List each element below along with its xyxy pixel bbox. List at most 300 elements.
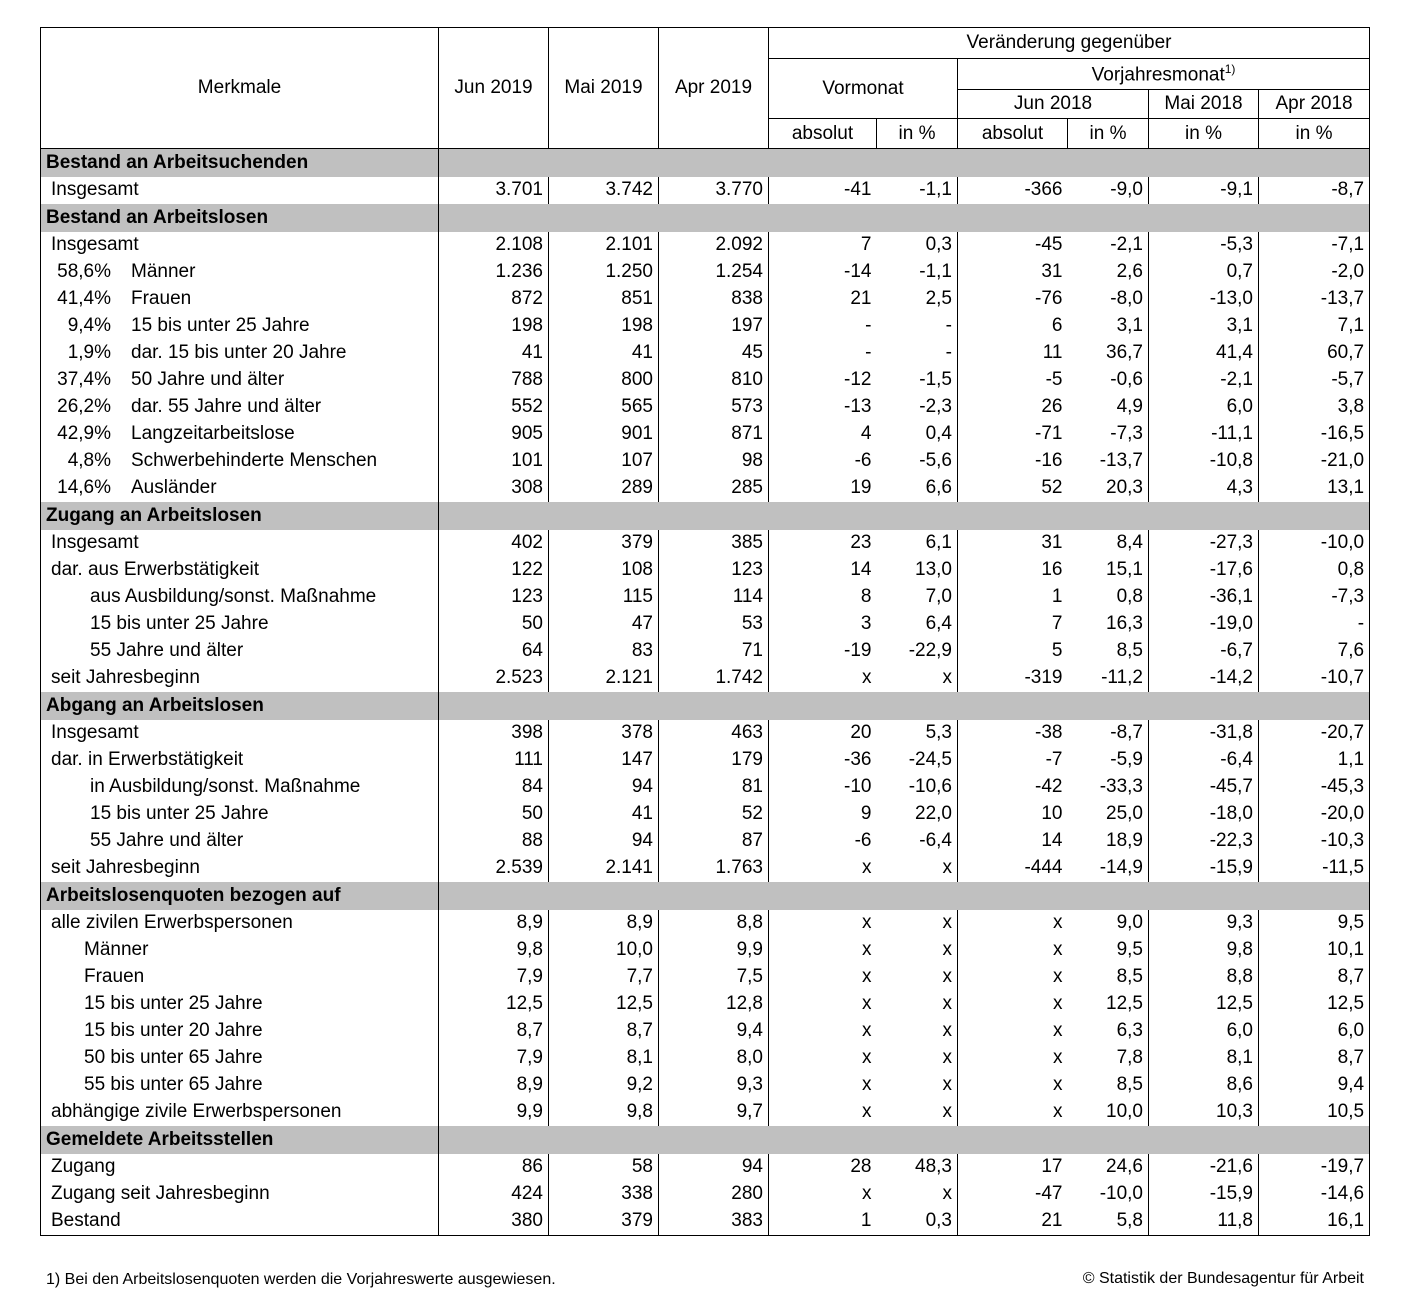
cell-value: 8,0 [659,1045,769,1072]
cell-value: 8,7 [439,1018,549,1045]
cell-value: 22,0 [877,801,958,828]
table-row [41,232,1370,259]
cell-value: 8,7 [1259,964,1370,991]
cell-value: 17 [1041,1156,1063,1177]
section-header-row [41,1126,1370,1154]
cell-value: -0,6 [1068,367,1149,394]
cell-value: 851 [549,286,659,313]
cell-value: - [877,313,958,340]
section-fill [439,882,1370,910]
row-label: aus Ausbildung/sonst. Maßnahme [41,584,439,611]
table-row [41,937,1370,964]
section-header-row [41,692,1370,720]
cell-value: 0,3 [877,1208,958,1236]
header-jun-2019: Jun 2019 [439,28,549,149]
cell-value: -15,9 [1149,1181,1259,1208]
cell-value: 123 [659,557,769,584]
cell-value: 8,7 [549,1018,659,1045]
header-absolut-vorjahr: absolut [958,119,1068,149]
row-label: 55 Jahre und älter [41,638,439,665]
cell-value: 2.539 [439,855,549,882]
share-percent: 37,4% [57,369,111,390]
section-header-row [41,204,1370,232]
cell-value: x [1053,966,1063,987]
table-row [41,747,1370,774]
cell-value: 280 [659,1181,769,1208]
cell-value: 6,4 [877,611,958,638]
cell-value: 41 [549,801,659,828]
footnote-marker: 1) [1224,61,1236,76]
cell-value: 7,6 [1259,638,1370,665]
table-row [41,774,1370,801]
cell-value: 7 [860,234,872,255]
cell-value: x [877,937,958,964]
cell-value: 5,3 [877,720,958,747]
table-row [41,1208,1370,1236]
table-row [41,530,1370,557]
cell-value: 12,5 [1259,991,1370,1018]
cell-value: -21,0 [1259,448,1370,475]
section-header-row [41,502,1370,530]
cell-value: 9,4 [1259,1072,1370,1099]
cell-value: 8 [860,586,872,607]
cell-value: 565 [549,394,659,421]
cell-value: 552 [439,394,549,421]
row-label [41,340,439,367]
cell-value: 11 [1042,342,1063,363]
cell-value: -10,3 [1259,828,1370,855]
cell-value: 378 [549,720,659,747]
cell-value: 7,8 [1068,1045,1149,1072]
footnote: 1) Bei den Arbeitslosenquoten werden die Vorjahreswerte ausgewiesen. [46,1271,556,1288]
cell-value: 3.701 [439,177,549,204]
cell-value: -6 [854,830,872,851]
cell-value: x [1053,1020,1063,1041]
cell-value: 4 [860,423,872,444]
cell-value: 21 [850,288,872,309]
table-row [41,367,1370,394]
cell-value: -8,0 [1068,286,1149,313]
cell-value: x [877,1072,958,1099]
cell-value: -14,2 [1149,665,1259,692]
row-label: 15 bis unter 25 Jahre [41,801,439,828]
cell-value: 86 [439,1154,549,1181]
cell-value: 8,4 [1068,530,1149,557]
cell-value: 0,4 [877,421,958,448]
cell-value: 13,0 [877,557,958,584]
cell-value: 14 [1041,830,1063,851]
cell-value: 402 [439,530,549,557]
cell-value: 81 [659,774,769,801]
cell-value: 8,7 [1259,1045,1370,1072]
table-row [41,421,1370,448]
cell-value: -47 [1035,1183,1063,1204]
cell-value: 5,8 [1068,1208,1149,1236]
cell-value: - [865,315,872,336]
table-row [41,1018,1370,1045]
cell-value: x [862,1047,872,1068]
cell-value: 8,6 [1149,1072,1259,1099]
share-percent: 41,4% [57,288,111,309]
cell-value: 1.250 [549,259,659,286]
cell-value: 8,1 [549,1045,659,1072]
share-percent: 1,9% [67,342,111,363]
cell-value: -22,3 [1149,828,1259,855]
cell-value: 94 [659,1154,769,1181]
cell-value: 52 [1041,477,1063,498]
share-percent: 26,2% [57,396,111,417]
cell-value: -10,7 [1259,665,1370,692]
cell-value: -10,8 [1149,448,1259,475]
cell-value: 94 [549,828,659,855]
cell-value: 285 [659,475,769,502]
cell-value: 28 [850,1156,872,1177]
cell-value: 197 [659,313,769,340]
cell-value: 871 [659,421,769,448]
cell-value: x [1053,939,1063,960]
cell-value: 8,1 [1149,1045,1259,1072]
cell-value: -5,3 [1149,232,1259,259]
cell-value: 1 [1051,586,1063,607]
row-label: Insgesamt [41,232,439,259]
cell-value: 10,0 [549,937,659,964]
header-apr-2019: Apr 2019 [659,28,769,149]
cell-value: x [1053,1074,1063,1095]
cell-value: 10,0 [1068,1099,1149,1126]
cell-value: 12,5 [1149,991,1259,1018]
share-percent: 4,8% [67,450,111,471]
table-row [41,394,1370,421]
cell-value: 23 [850,532,872,553]
cell-value: 1.763 [659,855,769,882]
cell-value: 48,3 [877,1154,958,1181]
cell-value: 5 [1051,640,1063,661]
cell-value: 872 [439,286,549,313]
cell-value: 4,9 [1068,394,1149,421]
cell-value: 19 [850,477,872,498]
section-fill [439,692,1370,720]
cell-value: 905 [439,421,549,448]
table-row [41,1099,1370,1126]
cell-value: - [1259,611,1370,638]
cell-value: 101 [439,448,549,475]
row-label-text: dar. 15 bis unter 20 Jahre [131,342,347,363]
cell-value: 380 [439,1208,549,1236]
cell-value: -6,4 [877,828,958,855]
table-row [41,557,1370,584]
cell-value: x [862,857,872,878]
cell-value: x [1053,912,1063,933]
share-percent: 14,6% [57,477,111,498]
section-header-row [41,149,1370,177]
row-label: dar. in Erwerbstätigkeit [41,747,439,774]
cell-value: 7,1 [1259,313,1370,340]
cell-value: -13 [844,396,872,417]
cell-value: 45 [659,340,769,367]
cell-value: 31 [1041,532,1063,553]
cell-value: 50 [439,611,549,638]
cell-value: -20,7 [1259,720,1370,747]
header-mai-2019: Mai 2019 [549,28,659,149]
row-label-text: dar. 55 Jahre und älter [131,396,322,417]
table-row [41,1181,1370,1208]
header-merkmale: Merkmale [41,28,439,149]
cell-value: x [877,1018,958,1045]
cell-value: 6,1 [877,530,958,557]
section-title: Arbeitslosenquoten bezogen auf [41,882,439,910]
cell-value: 8,8 [659,910,769,937]
cell-value: -7,3 [1068,421,1149,448]
cell-value: -13,0 [1149,286,1259,313]
cell-value: -2,0 [1259,259,1370,286]
cell-value: -36,1 [1149,584,1259,611]
cell-value: 810 [659,367,769,394]
cell-value: 2,6 [1068,259,1149,286]
cell-value: 7,9 [439,964,549,991]
cell-value: 9,9 [439,1099,549,1126]
row-label [41,448,439,475]
section-title: Zugang an Arbeitslosen [41,502,439,530]
cell-value: 88 [439,828,549,855]
cell-value: -27,3 [1149,530,1259,557]
table-body [41,149,1370,1236]
cell-value: 12,5 [549,991,659,1018]
row-label [41,286,439,313]
cell-value: -2,3 [877,394,958,421]
cell-value: -41 [844,179,872,200]
cell-value: 10,5 [1259,1099,1370,1126]
cell-value: 6,0 [1149,1018,1259,1045]
cell-value: 198 [549,313,659,340]
cell-value: x [877,910,958,937]
section-header-row [41,882,1370,910]
cell-value: -10,0 [1259,530,1370,557]
cell-value: 50 [439,801,549,828]
section-title: Bestand an Arbeitslosen [41,204,439,232]
cell-value: 788 [439,367,549,394]
cell-value: -8,7 [1068,720,1149,747]
cell-value: -5,7 [1259,367,1370,394]
cell-value: 3,1 [1149,313,1259,340]
statistics-table [40,27,1370,1236]
cell-value: -19,0 [1149,611,1259,638]
row-label-text: Langzeitarbeitslose [131,423,295,444]
cell-value: -8,7 [1259,177,1370,204]
row-label: Bestand [41,1208,439,1236]
cell-value: -6,7 [1149,638,1259,665]
cell-value: 383 [659,1208,769,1236]
cell-value: -15,9 [1149,855,1259,882]
cell-value: 16,3 [1068,611,1149,638]
table-row [41,828,1370,855]
cell-value: 3,8 [1259,394,1370,421]
cell-value: 6,6 [877,475,958,502]
header-pct-mai2018: in % [1149,119,1259,149]
cell-value: -10 [844,776,872,797]
cell-value: 47 [549,611,659,638]
row-label: seit Jahresbeginn [41,855,439,882]
cell-value: -24,5 [877,747,958,774]
header-pct-jun2018: in % [1068,119,1149,149]
cell-value: 18,9 [1068,828,1149,855]
cell-value: 338 [549,1181,659,1208]
row-label: 55 Jahre und älter [41,828,439,855]
table-row [41,665,1370,692]
cell-value: 8,9 [439,1072,549,1099]
cell-value: 60,7 [1259,340,1370,367]
cell-value: 424 [439,1181,549,1208]
cell-value: -6 [854,450,872,471]
cell-value: 9,2 [549,1072,659,1099]
cell-value: 10,3 [1149,1099,1259,1126]
cell-value: - [865,342,872,363]
cell-value: 9,8 [549,1099,659,1126]
cell-value: 289 [549,475,659,502]
cell-value: 9,3 [659,1072,769,1099]
cell-value: 10,1 [1259,937,1370,964]
cell-value: 87 [659,828,769,855]
cell-value: -9,0 [1068,177,1149,204]
cell-value: x [877,1181,958,1208]
cell-value: x [877,1099,958,1126]
cell-value: x [1053,993,1063,1014]
cell-value: 4,3 [1149,475,1259,502]
cell-value: -2,1 [1149,367,1259,394]
cell-value: 9,5 [1259,910,1370,937]
header-apr-2018: Apr 2018 [1259,90,1370,119]
cell-value: -13,7 [1068,448,1149,475]
cell-value: 1,1 [1259,747,1370,774]
cell-value: -20,0 [1259,801,1370,828]
cell-value: 20 [850,722,872,743]
cell-value: 800 [549,367,659,394]
cell-value: 21 [1041,1210,1063,1231]
cell-value: 198 [439,313,549,340]
cell-value: 1.254 [659,259,769,286]
row-label-text: Ausländer [131,477,217,498]
row-label [41,475,439,502]
cell-value: 0,8 [1259,557,1370,584]
cell-value: -33,3 [1068,774,1149,801]
cell-value: 2.092 [659,232,769,259]
cell-value: 901 [549,421,659,448]
cell-value: 2.523 [439,665,549,692]
cell-value: 16 [1041,559,1063,580]
cell-value: 24,6 [1068,1154,1149,1181]
header-pct-apr2018: in % [1259,119,1370,149]
share-percent: 9,4% [67,315,111,336]
cell-value: 9,0 [1068,910,1149,937]
table-row [41,720,1370,747]
cell-value: -12 [844,369,872,390]
cell-value: -76 [1035,288,1063,309]
row-label-text: 50 Jahre und älter [131,369,285,390]
cell-value: 6 [1051,315,1063,336]
cell-value: 71 [659,638,769,665]
cell-value: 1 [860,1210,872,1231]
cell-value: -42 [1035,776,1063,797]
table-row [41,801,1370,828]
section-fill [439,1126,1370,1154]
cell-value: 463 [659,720,769,747]
row-label-text: 15 bis unter 25 Jahre [131,315,310,336]
cell-value: 379 [549,530,659,557]
table-row [41,1072,1370,1099]
cell-value: 8,5 [1068,638,1149,665]
cell-value: 7,5 [659,964,769,991]
cell-value: -1,1 [877,259,958,286]
cell-value: 8,5 [1068,1072,1149,1099]
cell-value: 0,8 [1068,584,1149,611]
cell-value: 2.121 [549,665,659,692]
cell-value: 83 [549,638,659,665]
cell-value: x [877,991,958,1018]
cell-value: 123 [439,584,549,611]
row-label: 15 bis unter 25 Jahre [41,611,439,638]
table-row [41,475,1370,502]
header-absolut-vormonat: absolut [769,119,877,149]
cell-value: -38 [1035,722,1063,743]
cell-value: 7,0 [877,584,958,611]
cell-value: 41,4 [1149,340,1259,367]
cell-value: x [862,993,872,1014]
row-label: 15 bis unter 25 Jahre [41,991,439,1018]
cell-value: -7,3 [1259,584,1370,611]
row-label: Insgesamt [41,177,439,204]
row-label: Frauen [41,964,439,991]
cell-value: -444 [1024,857,1063,878]
header-jun-2018: Jun 2018 [958,90,1149,119]
cell-value: -16 [1035,450,1063,471]
cell-value: 379 [549,1208,659,1236]
cell-value: -13,7 [1259,286,1370,313]
cell-value: 7 [1051,613,1063,634]
row-label [41,313,439,340]
cell-value: 8,9 [439,910,549,937]
table-row [41,1045,1370,1072]
cell-value: -45,3 [1259,774,1370,801]
cell-value: 115 [549,584,659,611]
header-vorjahresmonat: Vorjahresmonat$^{1)}$ [958,59,1370,90]
header-pct-vormonat: in % [877,119,958,149]
row-label: Männer [41,937,439,964]
cell-value: 3.770 [659,177,769,204]
cell-value: 1.236 [439,259,549,286]
row-label [41,259,439,286]
cell-value: 20,3 [1068,475,1149,502]
cell-value: 7,9 [439,1045,549,1072]
cell-value: x [877,665,958,692]
table-row [41,611,1370,638]
cell-value: 2.101 [549,232,659,259]
row-label: dar. aus Erwerbstätigkeit [41,557,439,584]
cell-value: 8,9 [549,910,659,937]
cell-value: 52 [659,801,769,828]
cell-value: -7 [1045,749,1063,770]
section-title: Gemeldete Arbeitsstellen [41,1126,439,1154]
share-percent: 58,6% [57,261,111,282]
table-row [41,964,1370,991]
source-credit: © Statistik der Bundesagentur für Arbeit [1082,1270,1364,1287]
cell-value: -21,6 [1149,1154,1259,1181]
cell-value: -10,0 [1068,1181,1149,1208]
cell-value: 9,3 [1149,910,1259,937]
cell-value: -14,6 [1259,1181,1370,1208]
cell-value: x [1053,1047,1063,1068]
row-label: Insgesamt [41,720,439,747]
cell-value: -11,5 [1259,855,1370,882]
cell-value: -14 [844,261,872,282]
